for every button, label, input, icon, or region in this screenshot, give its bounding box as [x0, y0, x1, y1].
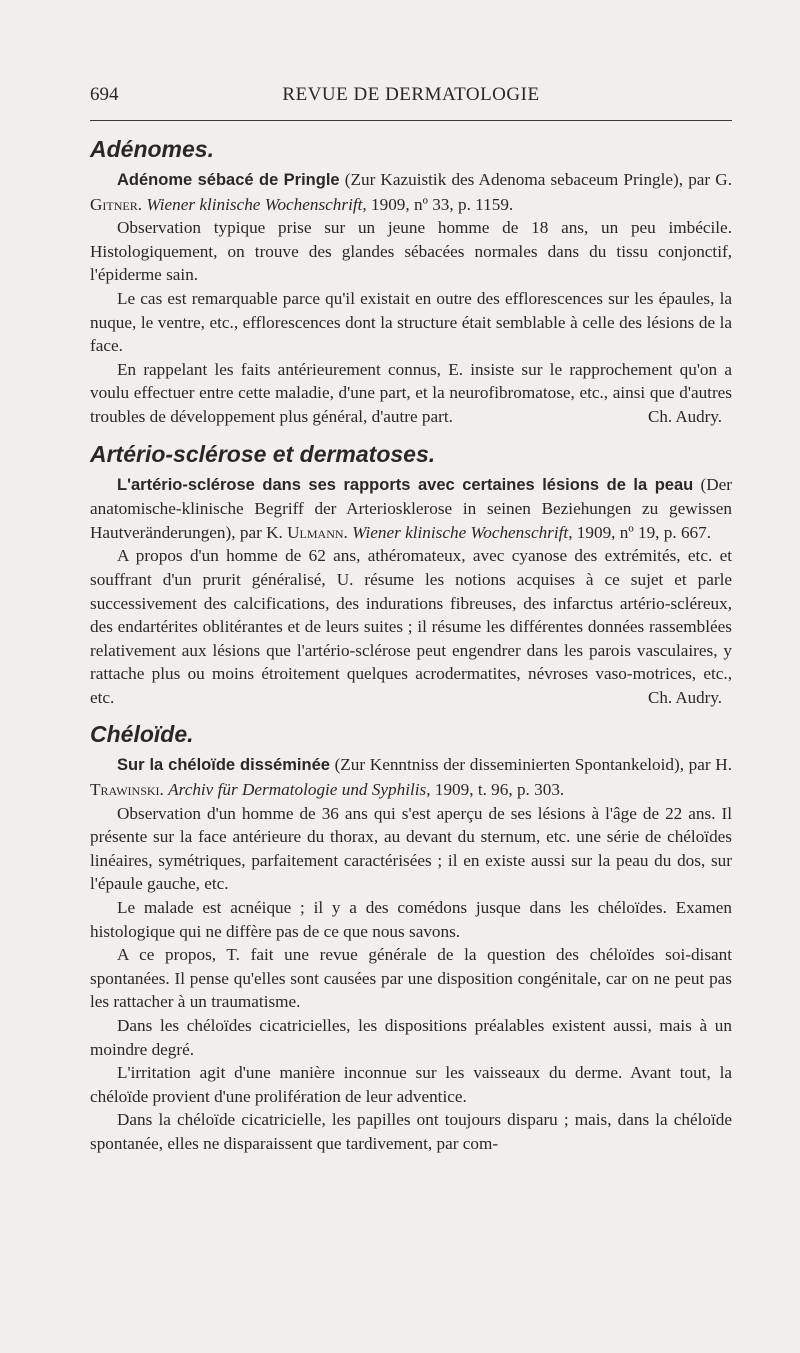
header-rule: [90, 120, 732, 121]
running-head: REVUE DE DERMATOLOGIE: [282, 84, 540, 105]
signature: Ch. Audry.: [648, 406, 722, 426]
author-name: Trawinski: [90, 780, 160, 800]
journal-name: Wiener klinische Wochenschrift: [352, 522, 569, 542]
paragraph: Observation d'un homme de 36 ans qui s'est aperçu de ses lésions à l'âge de 22 ans. Il présente sur la face antérieure du thorax, au devant du sternum, etc. une série de chéloïdes linéaires, symétriques, parfaitement caractérisées ; il en existe aussi sur la peau du dos, sur l'épaule gauche, etc.: [90, 803, 732, 894]
page-number: 694: [90, 84, 119, 105]
paragraph: A ce propos, T. fait une revue générale de la question des chéloïdes soi-disant spontanées. Il pense qu'elles sont causées par une disposition congénitale, car on ne peut pas les rattacher à un traumatisme.: [90, 945, 732, 1012]
article-lead: L'artério-sclérose dans ses rapports avec certaines lésions de la peau: [117, 475, 694, 494]
author-name: Ulmann: [287, 522, 344, 542]
journal-name: Archiv für Dermatologie und Syphilis: [168, 780, 427, 800]
paragraph-text: En rappelant les faits antérieurement connus, E. insiste sur le rapprochement qu'on a voulu effectuer entre cette maladie, d'une part, et la neurofibromatose, etc., ainsi que d'autres troubles de développement plus général, d'autre part.: [90, 359, 732, 426]
journal-name: Wiener klinische Wochenschrift: [146, 194, 363, 214]
citation-text: (Zur Kazuistik des Adenoma sebaceum Pringle), par G.: [339, 170, 733, 189]
paragraph: Le cas est remarquable parce qu'il existait en outre des efflorescences sur les épaules, la nuque, le ventre, etc., efflorescences dont la structure était semblable à celle des lésions de la face.: [90, 288, 732, 356]
citation-text: , 1909, nº 19, p. 667.: [568, 522, 712, 542]
citation-text: .: [137, 194, 147, 214]
paragraph: [90, 358, 732, 429]
author-name: Gitner: [90, 194, 138, 214]
paragraph: L'irritation agit d'une manière inconnue sur les vaisseaux du derme. Avant tout, la chéloïde provient d'une prolifération de leur adventice.: [90, 1063, 732, 1106]
citation-text: .: [159, 780, 169, 800]
article-lead: Adénome sébacé de Pringle: [117, 171, 340, 189]
article-lead: Sur la chéloïde disséminée: [117, 756, 330, 775]
page-header: [90, 80, 732, 110]
text-column: [90, 132, 732, 1156]
paragraph: Dans les chéloïdes cicatricielles, les dispositions préalables existent aussi, mais à un moindre degré.: [90, 1016, 732, 1059]
section-title: Adénomes.: [90, 136, 214, 162]
section-title: Chéloïde.: [90, 721, 194, 748]
article-citation: [90, 753, 732, 801]
paragraph: Dans la chéloïde cicatricielle, les papilles ont toujours disparu ; mais, dans la chéloïde spontanée, elles ne disparaissent que tardivement, par com-: [90, 1110, 732, 1153]
section-title: Artério-sclérose et dermatoses.: [90, 440, 436, 467]
citation-text: , 1909, t. 96, p. 303.: [426, 780, 565, 800]
paragraph: [90, 544, 732, 709]
signature: Ch. Audry.: [648, 687, 722, 707]
paragraph: Le malade est acnéique ; il y a des comédons jusque dans les chéloïdes. Examen histologique qui ne diffère pas de ce que nous savons.: [90, 898, 732, 941]
article-citation: [90, 473, 732, 545]
citation-text: .: [343, 522, 353, 542]
citation-text: , 1909, nº 33, p. 1159.: [362, 194, 514, 214]
citation-text: (Zur Kenntniss der disseminierten Spontankeloid), par H.: [329, 755, 732, 775]
article-citation: [90, 168, 732, 216]
paragraph: Observation typique prise sur un jeune homme de 18 ans, un peu imbécile. Histologiquement, on trouve des glandes sébacées normales dans du tissu conjonctif, l'épiderme sain.: [90, 218, 732, 285]
citation-text: (Der anatomische-klinische Begriff der Arteriosklerose in seinen Beziehungen zu gewissen Hautveränderungen), par K.: [90, 474, 732, 542]
paragraph-text: A propos d'un homme de 62 ans, athéromateux, avec cyanose des extrémités, etc. et souffrant d'un prurit généralisé, U. résume les notions acquises à ce sujet et parle successivement des calcifications, des indurations fibreuses, des infarctus artério-scléreux, des endartérites oblitérantes et de leurs suites ; il résume les différentes données rassemblées relativement aux lésions que l'artério-sclérose peut engendrer dans les parois vasculaires, y rattache plus ou moins étroitement quelques acrodermatites, névroses vaso-motrices, etc., etc.: [90, 546, 732, 707]
